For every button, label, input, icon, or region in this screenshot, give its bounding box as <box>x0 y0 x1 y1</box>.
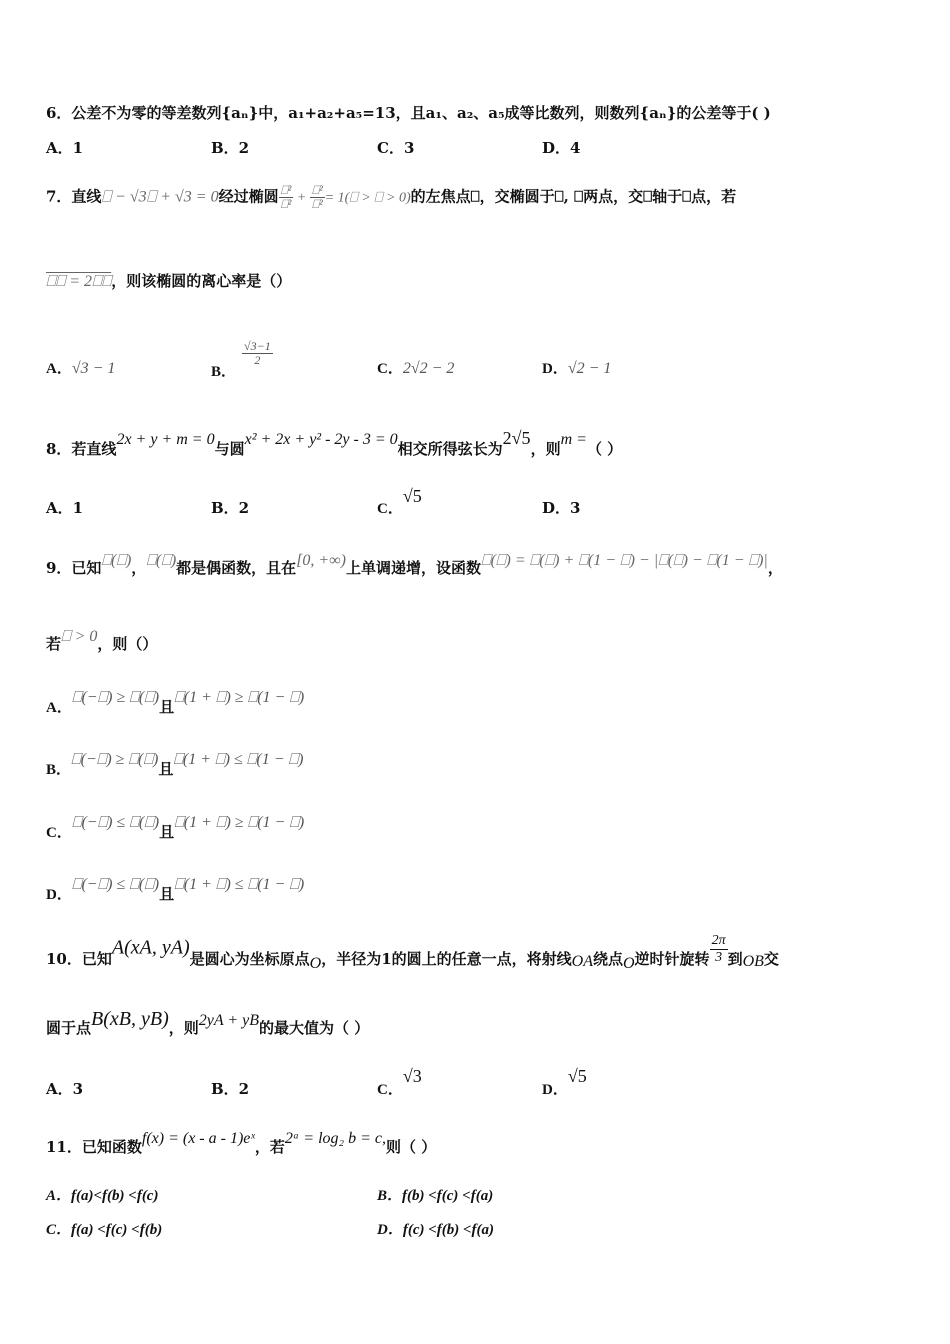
q7-option-d: D．√2 − 1 <box>542 360 612 377</box>
q9-option-d: D．⎕(−⎕) ≤ ⎕(⎕)且⎕(1 + ⎕) ≤ ⎕(1 − ⎕) <box>46 876 305 903</box>
q8-option-c: C．√5 <box>377 486 422 517</box>
q7-ellipse-term2: $\frac{\text{⎕²}}{\text{⎕²}}$ <box>311 183 323 211</box>
q8-option-d: D．3 <box>542 499 581 517</box>
q7-option-a: A．√3 − 1 <box>46 360 116 377</box>
q7-ellipse-condition: = 1(⎕ > ⎕ > 0) <box>324 190 411 206</box>
q11-option-b: B．f(b) <f(c) <f(a) <box>377 1188 494 1204</box>
q9-option-b: B．⎕(−⎕) ≥ ⎕(⎕)且⎕(1 + ⎕) ≤ ⎕(1 − ⎕) <box>46 751 304 778</box>
q9-condition: ⎕ > 0 <box>61 628 98 645</box>
q7-option-b: B． $\frac{√3-1}{2}$ <box>211 339 271 380</box>
q8-chord-length: 2√5 <box>502 428 531 448</box>
q7-line-equation: ⎕ − √3⎕ + √3 = 0 <box>101 188 219 206</box>
q6-option-d: D．4 <box>542 139 581 157</box>
q11-option-d: D．f(c) <f(b) <f(a) <box>377 1222 495 1238</box>
q10-expression: 2yA + yB <box>198 1012 260 1029</box>
q10-option-a: A．3 <box>46 1080 84 1098</box>
q7-option-c: C．2√2 − 2 <box>377 360 455 377</box>
q11-stem: 11．已知函数f(x) = (x - a - 1)eˣ，若2ᵃ = log₂ b = c,则（ ） <box>46 1130 437 1156</box>
q9-stem-line2: 若⎕ > 0，则（） <box>46 628 158 653</box>
q7-question: ，则该椭圆的离心率是（） <box>111 272 292 290</box>
q7-prefix: 7．直线 <box>46 187 102 206</box>
q10-option-d: D．√5 <box>542 1066 587 1098</box>
q11-condition: 2ᵃ = log₂ b = c, <box>284 1130 386 1147</box>
q9-stem-line1: 9．已知⎕(⎕)，⎕(⎕)都是偶函数，且在[0, +∞)上单调递增，设函数⎕(⎕) = ⎕(⎕) + ⎕(1 − ⎕) − |⎕(⎕) − ⎕(1 − ⎕)|， <box>46 552 783 577</box>
q7-suffix: 的左焦点⎕，交椭圆于⎕, ⎕两点，交⎕轴于⎕点，若 <box>410 187 737 206</box>
q8-option-b: B．2 <box>211 499 250 517</box>
q8-variable: m = <box>560 431 587 448</box>
q11-option-a: A．f(a)<f(b) <f(c) <box>46 1188 159 1204</box>
q10-point-b: B(xB, yB) <box>91 1008 169 1030</box>
q8-line-equation: 2x + y + m = 0 <box>116 431 215 448</box>
q8-circle-equation: x² + 2x + y² - 2y - 3 = 0 <box>244 431 398 448</box>
q10-option-b: B．2 <box>211 1080 250 1098</box>
q10-stem-line1: 10．已知A(xA, yA)是圆心为坐标原点O，半径为1的圆上的任意一点，将射线OA绕点O逆时针旋转 $\frac{2\pi}{3}$ 到OB交 <box>46 933 779 972</box>
q10-point-a: A(xA, yA) <box>111 936 190 959</box>
q7-vector-equation: ⎕⎕ = 2⎕⎕ <box>46 273 112 290</box>
q10-stem-line2: 圆于点B(xB, yB)，则2yA + yB的最大值为（ ） <box>46 1008 370 1037</box>
q6-option-c: C．3 <box>377 139 415 157</box>
q7-stem-line1: 7．直线⎕ − √3⎕ + √3 = 0经过椭圆 $\frac{\text{⎕²}}{\text{⎕²}}$ + $\frac{\text{⎕²}}{\text{⎕²}}$ = 1(⎕ > ⎕ > 0)的左焦点⎕，交椭圆于⎕, ⎕两点，交⎕轴于⎕点，若 <box>46 183 737 211</box>
q10-rotation-angle: $\frac{2\pi}{3}$ <box>711 933 726 965</box>
q8-option-a: A．1 <box>46 499 84 517</box>
q6-stem: 6．公差不为零的等差数列{aₙ}中，a₁+a₂+a₅=13，且a₁、a₂、a₅成等比数列，则数列{aₙ}的公差等于( ) <box>46 104 771 122</box>
q7-stem-line2 <box>46 270 291 291</box>
q9-function-definition: ⎕(⎕) = ⎕(⎕) + ⎕(1 − ⎕) − |⎕(⎕) − ⎕(1 − ⎕)| <box>480 552 768 569</box>
q6-option-a: A．1 <box>46 139 84 157</box>
q11-option-c: C．f(a) <f(c) <f(b) <box>46 1222 163 1238</box>
q11-function: f(x) = (x - a - 1)eˣ <box>141 1130 255 1147</box>
q7-ellipse-term1: $\frac{\text{⎕²}}{\text{⎕²}}$ <box>280 183 292 211</box>
q8-stem: 8．若直线2x + y + m = 0与圆x² + 2x + y² - 2y - 3 = 0相交所得弦长为2√5，则m =（ ） <box>46 428 623 458</box>
q7-mid: 经过椭圆 <box>218 187 279 206</box>
q9-option-c: C．⎕(−⎕) ≤ ⎕(⎕)且⎕(1 + ⎕) ≥ ⎕(1 − ⎕) <box>46 814 305 841</box>
q10-option-c: C．√3 <box>377 1066 422 1098</box>
q9-interval: [0, +∞) <box>296 552 346 569</box>
q6-option-b: B．2 <box>211 139 250 157</box>
q9-option-a: A．⎕(−⎕) ≥ ⎕(⎕)且⎕(1 + ⎕) ≥ ⎕(1 − ⎕) <box>46 689 305 716</box>
